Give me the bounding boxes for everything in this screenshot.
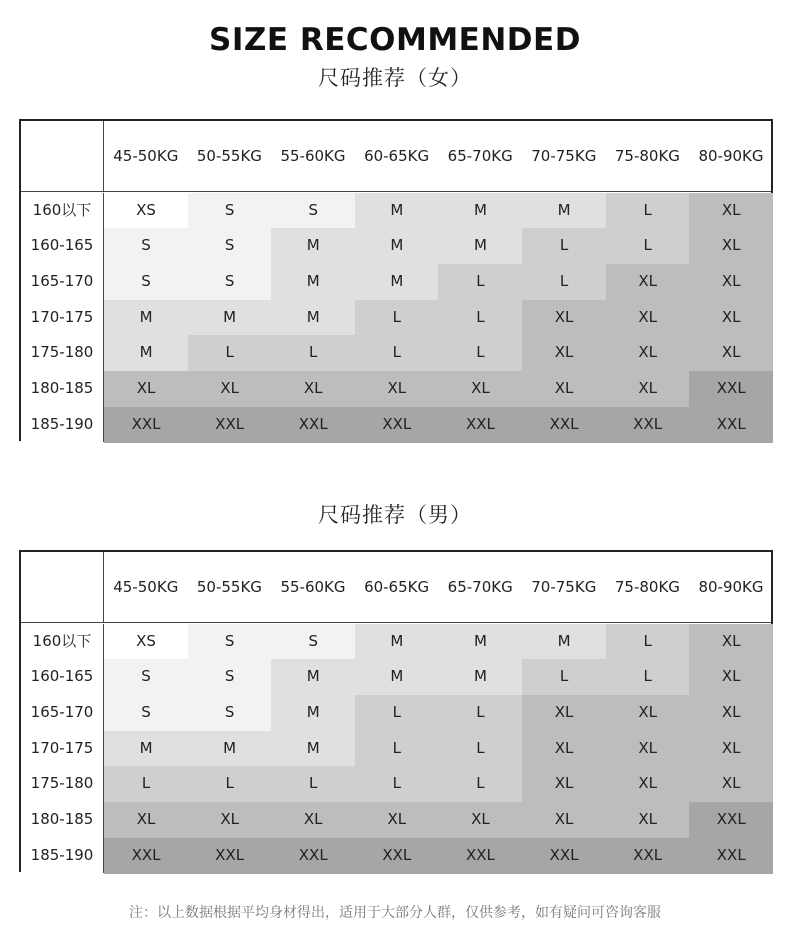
size-cell: M bbox=[188, 731, 272, 767]
size-cell: M bbox=[104, 335, 188, 371]
size-cell: M bbox=[355, 193, 439, 229]
size-cell: XL bbox=[606, 695, 690, 731]
women-size-table bbox=[19, 119, 773, 441]
size-cell: XL bbox=[606, 371, 690, 407]
size-cell: L bbox=[355, 300, 439, 336]
height-row-label: 165-170 bbox=[21, 695, 104, 731]
size-cell: XL bbox=[355, 371, 439, 407]
size-cell: M bbox=[438, 193, 522, 229]
size-cell: XL bbox=[104, 371, 188, 407]
size-cell: L bbox=[606, 228, 690, 264]
size-cell: XL bbox=[689, 300, 773, 336]
size-cell: L bbox=[606, 659, 690, 695]
size-cell: L bbox=[271, 766, 355, 802]
weight-column-header: 75-80KG bbox=[614, 578, 680, 596]
footnote: 注：以上数据根据平均身材得出，适用于大部分人群，仅供参考，如有疑问可咨询客服 bbox=[129, 905, 661, 921]
height-row-label: 165-170 bbox=[21, 264, 104, 300]
size-cell: L bbox=[438, 731, 522, 767]
table-header bbox=[21, 552, 771, 623]
size-cell: S bbox=[188, 695, 272, 731]
size-cell: XL bbox=[689, 766, 773, 802]
size-cell: XXL bbox=[522, 407, 606, 443]
size-cell: XL bbox=[355, 802, 439, 838]
size-cell: M bbox=[271, 300, 355, 336]
height-row-label: 160-165 bbox=[21, 228, 104, 264]
size-cell: L bbox=[438, 335, 522, 371]
size-cell: XL bbox=[689, 659, 773, 695]
size-cell: L bbox=[606, 624, 690, 660]
weight-column-header: 80-90KG bbox=[698, 147, 764, 165]
size-cell: XXL bbox=[689, 838, 773, 874]
size-cell: S bbox=[188, 228, 272, 264]
size-cell: XL bbox=[522, 802, 606, 838]
men-size-table bbox=[19, 550, 773, 872]
size-cell: L bbox=[438, 264, 522, 300]
size-cell: L bbox=[438, 766, 522, 802]
height-row-label: 160-165 bbox=[21, 659, 104, 695]
size-cell: XXL bbox=[522, 838, 606, 874]
size-cell: S bbox=[104, 228, 188, 264]
size-cell: XXL bbox=[188, 407, 272, 443]
size-cell: XXL bbox=[689, 371, 773, 407]
size-cell: XL bbox=[606, 335, 690, 371]
height-row-label: 160以下 bbox=[21, 624, 104, 660]
size-cell: XXL bbox=[355, 407, 439, 443]
size-cell: S bbox=[271, 624, 355, 660]
size-cell: L bbox=[355, 766, 439, 802]
size-cell: S bbox=[188, 264, 272, 300]
size-cell: XL bbox=[522, 731, 606, 767]
weight-column-header: 70-75KG bbox=[531, 147, 597, 165]
size-cell: XXL bbox=[104, 838, 188, 874]
size-cell: XL bbox=[689, 193, 773, 229]
height-row-label: 175-180 bbox=[21, 766, 104, 802]
size-cell: S bbox=[188, 624, 272, 660]
size-cell: L bbox=[271, 335, 355, 371]
size-cell: XL bbox=[522, 335, 606, 371]
size-cell: M bbox=[104, 300, 188, 336]
size-cell: M bbox=[271, 731, 355, 767]
height-row-label: 180-185 bbox=[21, 802, 104, 838]
weight-column-header: 80-90KG bbox=[698, 578, 764, 596]
height-row-label: 170-175 bbox=[21, 300, 104, 336]
size-cell: S bbox=[271, 193, 355, 229]
size-cell: M bbox=[188, 300, 272, 336]
size-cell: XXL bbox=[689, 407, 773, 443]
size-cell: M bbox=[355, 659, 439, 695]
size-cell: M bbox=[271, 264, 355, 300]
table-header bbox=[21, 121, 771, 192]
size-cell: M bbox=[522, 193, 606, 229]
size-cell: XL bbox=[689, 731, 773, 767]
size-cell: L bbox=[438, 695, 522, 731]
size-cell: XL bbox=[689, 624, 773, 660]
size-cell: S bbox=[188, 659, 272, 695]
size-cell: L bbox=[522, 264, 606, 300]
size-cell: XL bbox=[689, 228, 773, 264]
size-cell: M bbox=[438, 228, 522, 264]
size-cell: XL bbox=[438, 371, 522, 407]
size-cell: XS bbox=[104, 193, 188, 229]
size-cell: L bbox=[355, 335, 439, 371]
size-cell: XXL bbox=[606, 838, 690, 874]
height-row-label: 185-190 bbox=[21, 407, 104, 443]
size-cell: XL bbox=[606, 766, 690, 802]
size-cell: M bbox=[271, 228, 355, 264]
size-cell: M bbox=[522, 624, 606, 660]
height-row-label: 160以下 bbox=[21, 193, 104, 229]
size-cell: M bbox=[355, 624, 439, 660]
size-cell: XXL bbox=[438, 838, 522, 874]
size-cell: M bbox=[271, 659, 355, 695]
height-row-label: 185-190 bbox=[21, 838, 104, 874]
size-cell: M bbox=[104, 731, 188, 767]
weight-column-header: 65-70KG bbox=[447, 578, 513, 596]
size-cell: L bbox=[355, 695, 439, 731]
weight-column-header: 50-55KG bbox=[196, 578, 262, 596]
size-cell: L bbox=[104, 766, 188, 802]
size-cell: M bbox=[355, 264, 439, 300]
height-row-label: 180-185 bbox=[21, 371, 104, 407]
weight-column-header: 45-50KG bbox=[113, 147, 179, 165]
size-cell: S bbox=[188, 193, 272, 229]
weight-column-header: 60-65KG bbox=[364, 147, 430, 165]
size-cell: XXL bbox=[606, 407, 690, 443]
weight-column-header: 65-70KG bbox=[447, 147, 513, 165]
size-cell: S bbox=[104, 695, 188, 731]
size-cell: XXL bbox=[355, 838, 439, 874]
size-cell: XXL bbox=[271, 838, 355, 874]
page-title: SIZE RECOMMENDED bbox=[209, 22, 581, 58]
table-corner-cell bbox=[21, 552, 104, 622]
size-cell: L bbox=[188, 335, 272, 371]
size-cell: XL bbox=[271, 371, 355, 407]
women-subtitle: 尺码推荐（女） bbox=[318, 66, 472, 90]
size-cell: XL bbox=[104, 802, 188, 838]
weight-column-header: 45-50KG bbox=[113, 578, 179, 596]
size-cell: M bbox=[438, 659, 522, 695]
weight-column-header: 70-75KG bbox=[531, 578, 597, 596]
size-cell: XL bbox=[271, 802, 355, 838]
size-cell: S bbox=[104, 659, 188, 695]
size-cell: L bbox=[438, 300, 522, 336]
height-row-label: 170-175 bbox=[21, 731, 104, 767]
size-cell: XL bbox=[438, 802, 522, 838]
weight-column-header: 55-60KG bbox=[280, 578, 346, 596]
size-cell: L bbox=[522, 659, 606, 695]
table-corner-cell bbox=[21, 121, 104, 191]
height-row-label: 175-180 bbox=[21, 335, 104, 371]
size-cell: XXL bbox=[438, 407, 522, 443]
size-cell: S bbox=[104, 264, 188, 300]
size-cell: XL bbox=[689, 335, 773, 371]
size-cell: XL bbox=[689, 695, 773, 731]
size-cell: XL bbox=[606, 802, 690, 838]
size-cell: XXL bbox=[271, 407, 355, 443]
size-cell: XL bbox=[188, 371, 272, 407]
size-cell: XXL bbox=[689, 802, 773, 838]
size-cell: XL bbox=[522, 766, 606, 802]
size-cell: L bbox=[355, 731, 439, 767]
size-cell: XXL bbox=[188, 838, 272, 874]
size-cell: M bbox=[355, 228, 439, 264]
weight-column-header: 55-60KG bbox=[280, 147, 346, 165]
size-cell: XL bbox=[188, 802, 272, 838]
weight-column-header: 75-80KG bbox=[614, 147, 680, 165]
size-cell: XXL bbox=[104, 407, 188, 443]
weight-column-header: 50-55KG bbox=[196, 147, 262, 165]
size-cell: XL bbox=[606, 264, 690, 300]
size-cell: L bbox=[188, 766, 272, 802]
size-cell: XL bbox=[606, 300, 690, 336]
size-cell: XL bbox=[522, 695, 606, 731]
size-cell: L bbox=[522, 228, 606, 264]
weight-column-header: 60-65KG bbox=[364, 578, 430, 596]
size-cell: L bbox=[606, 193, 690, 229]
size-cell: XL bbox=[522, 371, 606, 407]
size-cell: XL bbox=[606, 731, 690, 767]
size-cell: XS bbox=[104, 624, 188, 660]
size-cell: XL bbox=[522, 300, 606, 336]
size-cell: M bbox=[271, 695, 355, 731]
size-cell: XL bbox=[689, 264, 773, 300]
size-cell: M bbox=[438, 624, 522, 660]
men-subtitle: 尺码推荐（男） bbox=[318, 503, 472, 527]
